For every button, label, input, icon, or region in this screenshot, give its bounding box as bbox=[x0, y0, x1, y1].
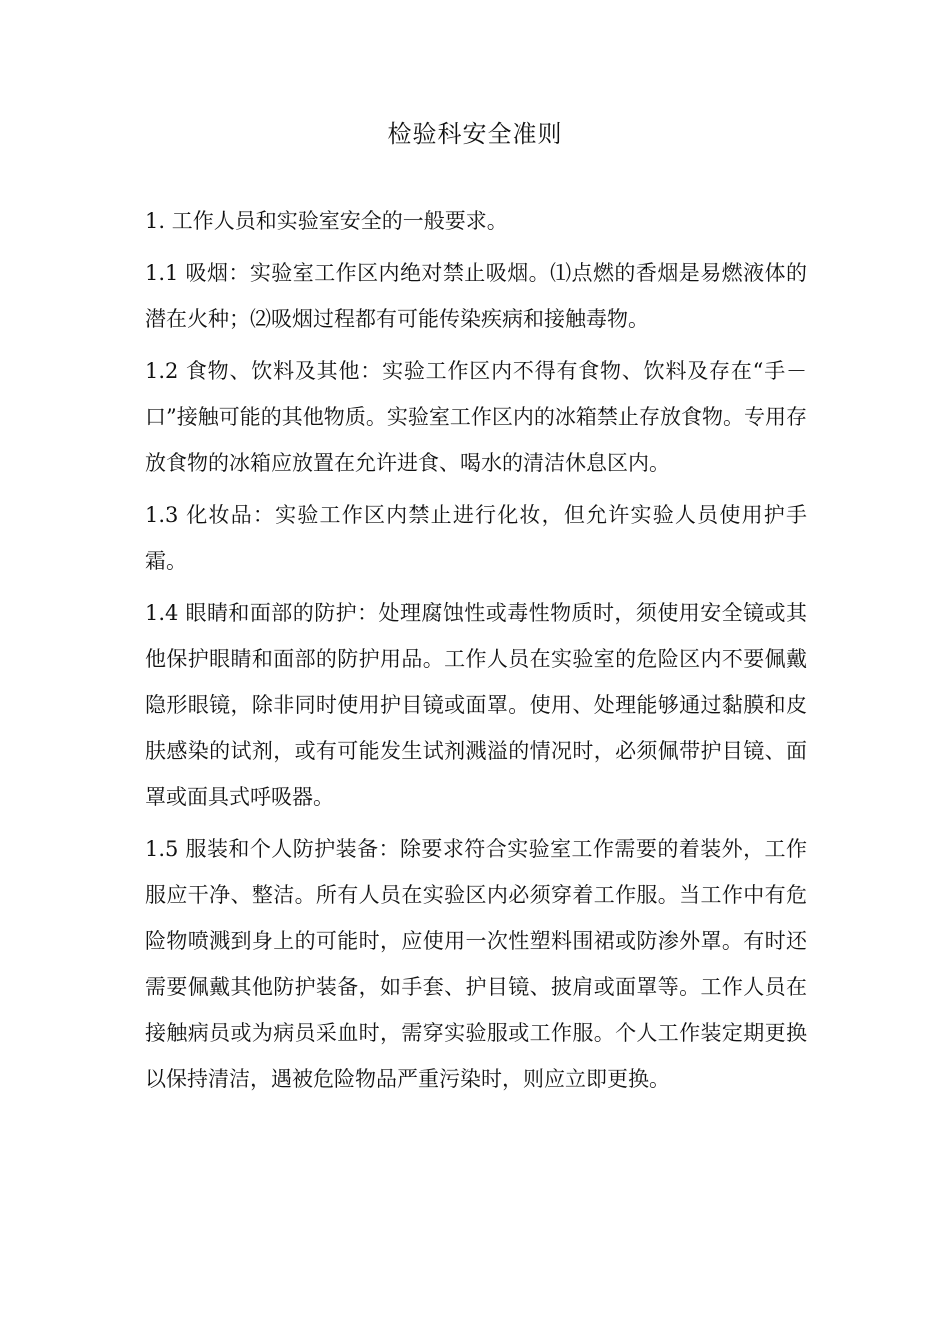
paragraph-smoking: 1.1 吸烟：实验室工作区内绝对禁止吸烟。⑴点燃的香烟是易燃液体的潜在火种；⑵吸烟过程都有可能传染疾病和接触毒物。 bbox=[145, 261, 807, 331]
paragraph-food-drink: 1.2 食物、饮料及其他：实验工作区内不得有食物、饮料及存在“手－口”接触可能的其他物质。实验室工作区内的冰箱禁止存放食物。专用存放食物的冰箱应放置在允许进食、喝水的清洁休息区内。 bbox=[145, 359, 807, 475]
paragraph-eye-face-protection: 1.4 眼睛和面部的防护：处理腐蚀性或毒性物质时，须使用安全镜或其他保护眼睛和面部的防护用品。工作人员在实验室的危险区内不要佩戴隐形眼镜，除非同时使用护目镜或面罩。使用、处理能够通过黏膜和皮肤感染的试剂，或有可能发生试剂溅溢的情况时，必须佩带护目镜、面罩或面具式呼吸器。 bbox=[145, 601, 807, 809]
paragraph-section-1: 1. 工作人员和实验室安全的一般要求。 bbox=[145, 209, 508, 233]
paragraph-cosmetics: 1.3 化妆品：实验工作区内禁止进行化妆，但允许实验人员使用护手霜。 bbox=[145, 503, 807, 573]
paragraph-clothing-ppe: 1.5 服装和个人防护装备：除要求符合实验室工作需要的着装外，工作服应干净、整洁。所有人员在实验区内必须穿着工作服。当工作中有危险物喷溅到身上的可能时，应使用一次性塑料围裙或防渗外罩。有时还需要佩戴其他防护装备，如手套、护目镜、披肩或面罩等。工作人员在接触病员或为病员采血时，需穿实验服或工作服。个人工作装定期更换以保持清洁，遇被危险物品严重污染时，则应立即更换。 bbox=[145, 837, 807, 1091]
document-body bbox=[145, 198, 807, 1108]
document-title: 检验科安全准则 bbox=[387, 120, 563, 148]
